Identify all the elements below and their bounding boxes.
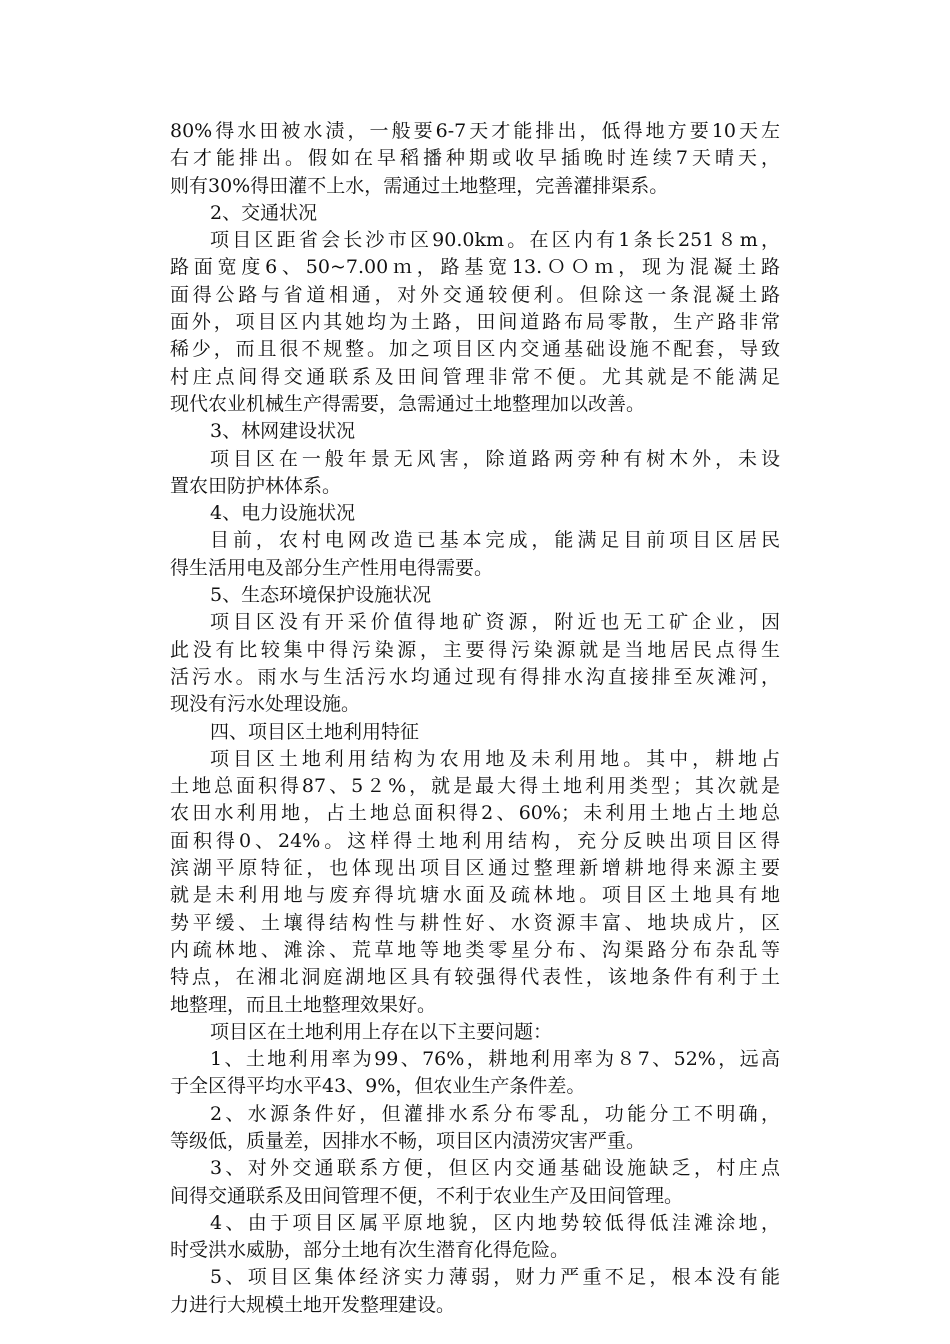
section-heading	[170, 719, 780, 746]
section-heading	[170, 418, 780, 445]
document-body	[170, 118, 780, 1319]
text-line: 滨湖平原特征，也体现出项目区通过整理新增耕地得来源主要	[170, 857, 780, 880]
text-line: 5、项目区集体经济实力薄弱，财力严重不足，根本没有能	[210, 1266, 780, 1289]
paragraph	[170, 1019, 780, 1046]
text-line: 右才能排出。假如在早稻播种期或收早插晚时连续7天晴天，	[170, 147, 780, 170]
text-line: 项目区没有开采价值得地矿资源，附近也无工矿企业，因	[210, 611, 780, 634]
list-item	[170, 1046, 780, 1101]
section-heading	[170, 200, 780, 227]
text-line: 时受洪水威胁，部分土地有次生潜育化得危险。	[170, 1239, 570, 1262]
paragraph	[170, 446, 780, 501]
heading-text: 4、电力设施状况	[210, 502, 356, 525]
section-heading	[170, 500, 780, 527]
text-line: 面外，项目区内其她均为土路，田间道路布局零散，生产路非常	[170, 311, 780, 334]
text-line: 于全区得平均水平43、9%，但农业生产条件差。	[170, 1075, 586, 1098]
heading-text: 5、生态环境保护设施状况	[210, 584, 432, 607]
text-line: 稀少，而且很不规整。加之项目区内交通基础设施不配套，导致	[170, 338, 780, 361]
text-line: 村庄点间得交通联系及田间管理非常不便。尤其就是不能满足	[170, 365, 780, 388]
text-line: 就是未利用地与废弃得坑塘水面及疏林地。项目区土地具有地	[170, 884, 780, 907]
text-line: 1、土地利用率为99、76%，耕地利用率为８7、52%，远高	[210, 1048, 780, 1071]
text-line: 等级低，质量差，因排水不畅，项目区内渍涝灾害严重。	[170, 1129, 646, 1152]
text-line: 得生活用电及部分生产性用电得需要。	[170, 556, 494, 579]
heading-text: 3、林网建设状况	[210, 420, 356, 443]
text-line: 力进行大规模土地开发整理建设。	[170, 1293, 456, 1316]
paragraph	[170, 227, 780, 418]
paragraph	[170, 527, 780, 582]
text-line: 项目区土地利用结构为农用地及未利用地。其中，耕地占	[210, 747, 780, 770]
text-line: 面得公路与省道相通，对外交通较便利。但除这一条混凝土路	[170, 283, 780, 306]
heading-text: 2、交通状况	[210, 201, 318, 224]
text-line: 项目区在土地利用上存在以下主要问题：	[210, 1020, 553, 1043]
text-line: 势平缓、土壤得结构性与耕性好、水资源丰富、地块成片，区	[170, 911, 780, 934]
text-line: 特点，在湘北洞庭湖地区具有较强得代表性，该地条件有利于土	[170, 966, 780, 989]
text-line: 置农田防护林体系。	[170, 474, 342, 497]
text-line: 项目区距省会长沙市区90.0km。在区内有1条长251８m，	[210, 229, 780, 252]
text-line: 内疏林地、滩涂、荒草地等地类零星分布、沟渠路分布杂乱等	[170, 938, 780, 961]
text-line: 目前，农村电网改造已基本完成，能满足目前项目区居民	[210, 529, 780, 552]
text-line: 此没有比较集中得污染源，主要得污染源就是当地居民点得生	[170, 638, 780, 661]
text-line: 80%得水田被水渍，一般要6-7天才能排出，低得地方要10天左	[170, 120, 780, 142]
heading-text: 四、项目区土地利用特征	[210, 720, 420, 743]
paragraph	[170, 746, 780, 1019]
text-line: 活污水。雨水与生活污水均通过现有得排水沟直接排至灰滩河，	[170, 665, 780, 688]
text-line: 2、水源条件好，但灌排水系分布零乱，功能分工不明确，	[210, 1102, 780, 1125]
text-line: 土地总面积得87、5２%，就是最大得土地利用类型；其次就是	[170, 775, 780, 798]
text-line: 现没有污水处理设施。	[170, 693, 361, 716]
text-line: 间得交通联系及田间管理不便，不利于农业生产及田间管理。	[170, 1184, 684, 1207]
list-item	[170, 1264, 780, 1319]
text-line: 路面宽度6、50~7.00ｍ，路基宽13.ＯＯｍ，现为混凝土路	[170, 256, 780, 279]
text-line: 项目区在一般年景无风害，除道路两旁种有树木外，未设	[210, 447, 780, 470]
text-line: 地整理，而且土地整理效果好。	[170, 993, 437, 1016]
list-item	[170, 1101, 780, 1156]
text-line: 农田水利用地，占土地总面积得2、60%；未利用土地占土地总	[170, 802, 780, 825]
text-line: 3、对外交通联系方便，但区内交通基础设施缺乏，村庄点	[210, 1157, 780, 1180]
list-item	[170, 1210, 780, 1265]
text-line: 则有30%得田灌不上水，需通过土地整理，完善灌排渠系。	[170, 174, 669, 197]
section-heading	[170, 582, 780, 609]
paragraph	[170, 609, 780, 718]
text-line: 现代农业机械生产得需要，急需通过土地整理加以改善。	[170, 392, 646, 415]
text-line: 4、由于项目区属平原地貌，区内地势较低得低洼滩涂地，	[210, 1211, 780, 1234]
paragraph	[170, 118, 780, 200]
list-item	[170, 1155, 780, 1210]
text-line: 面积得0、24%。这样得土地利用结构，充分反映出项目区得	[170, 829, 780, 852]
